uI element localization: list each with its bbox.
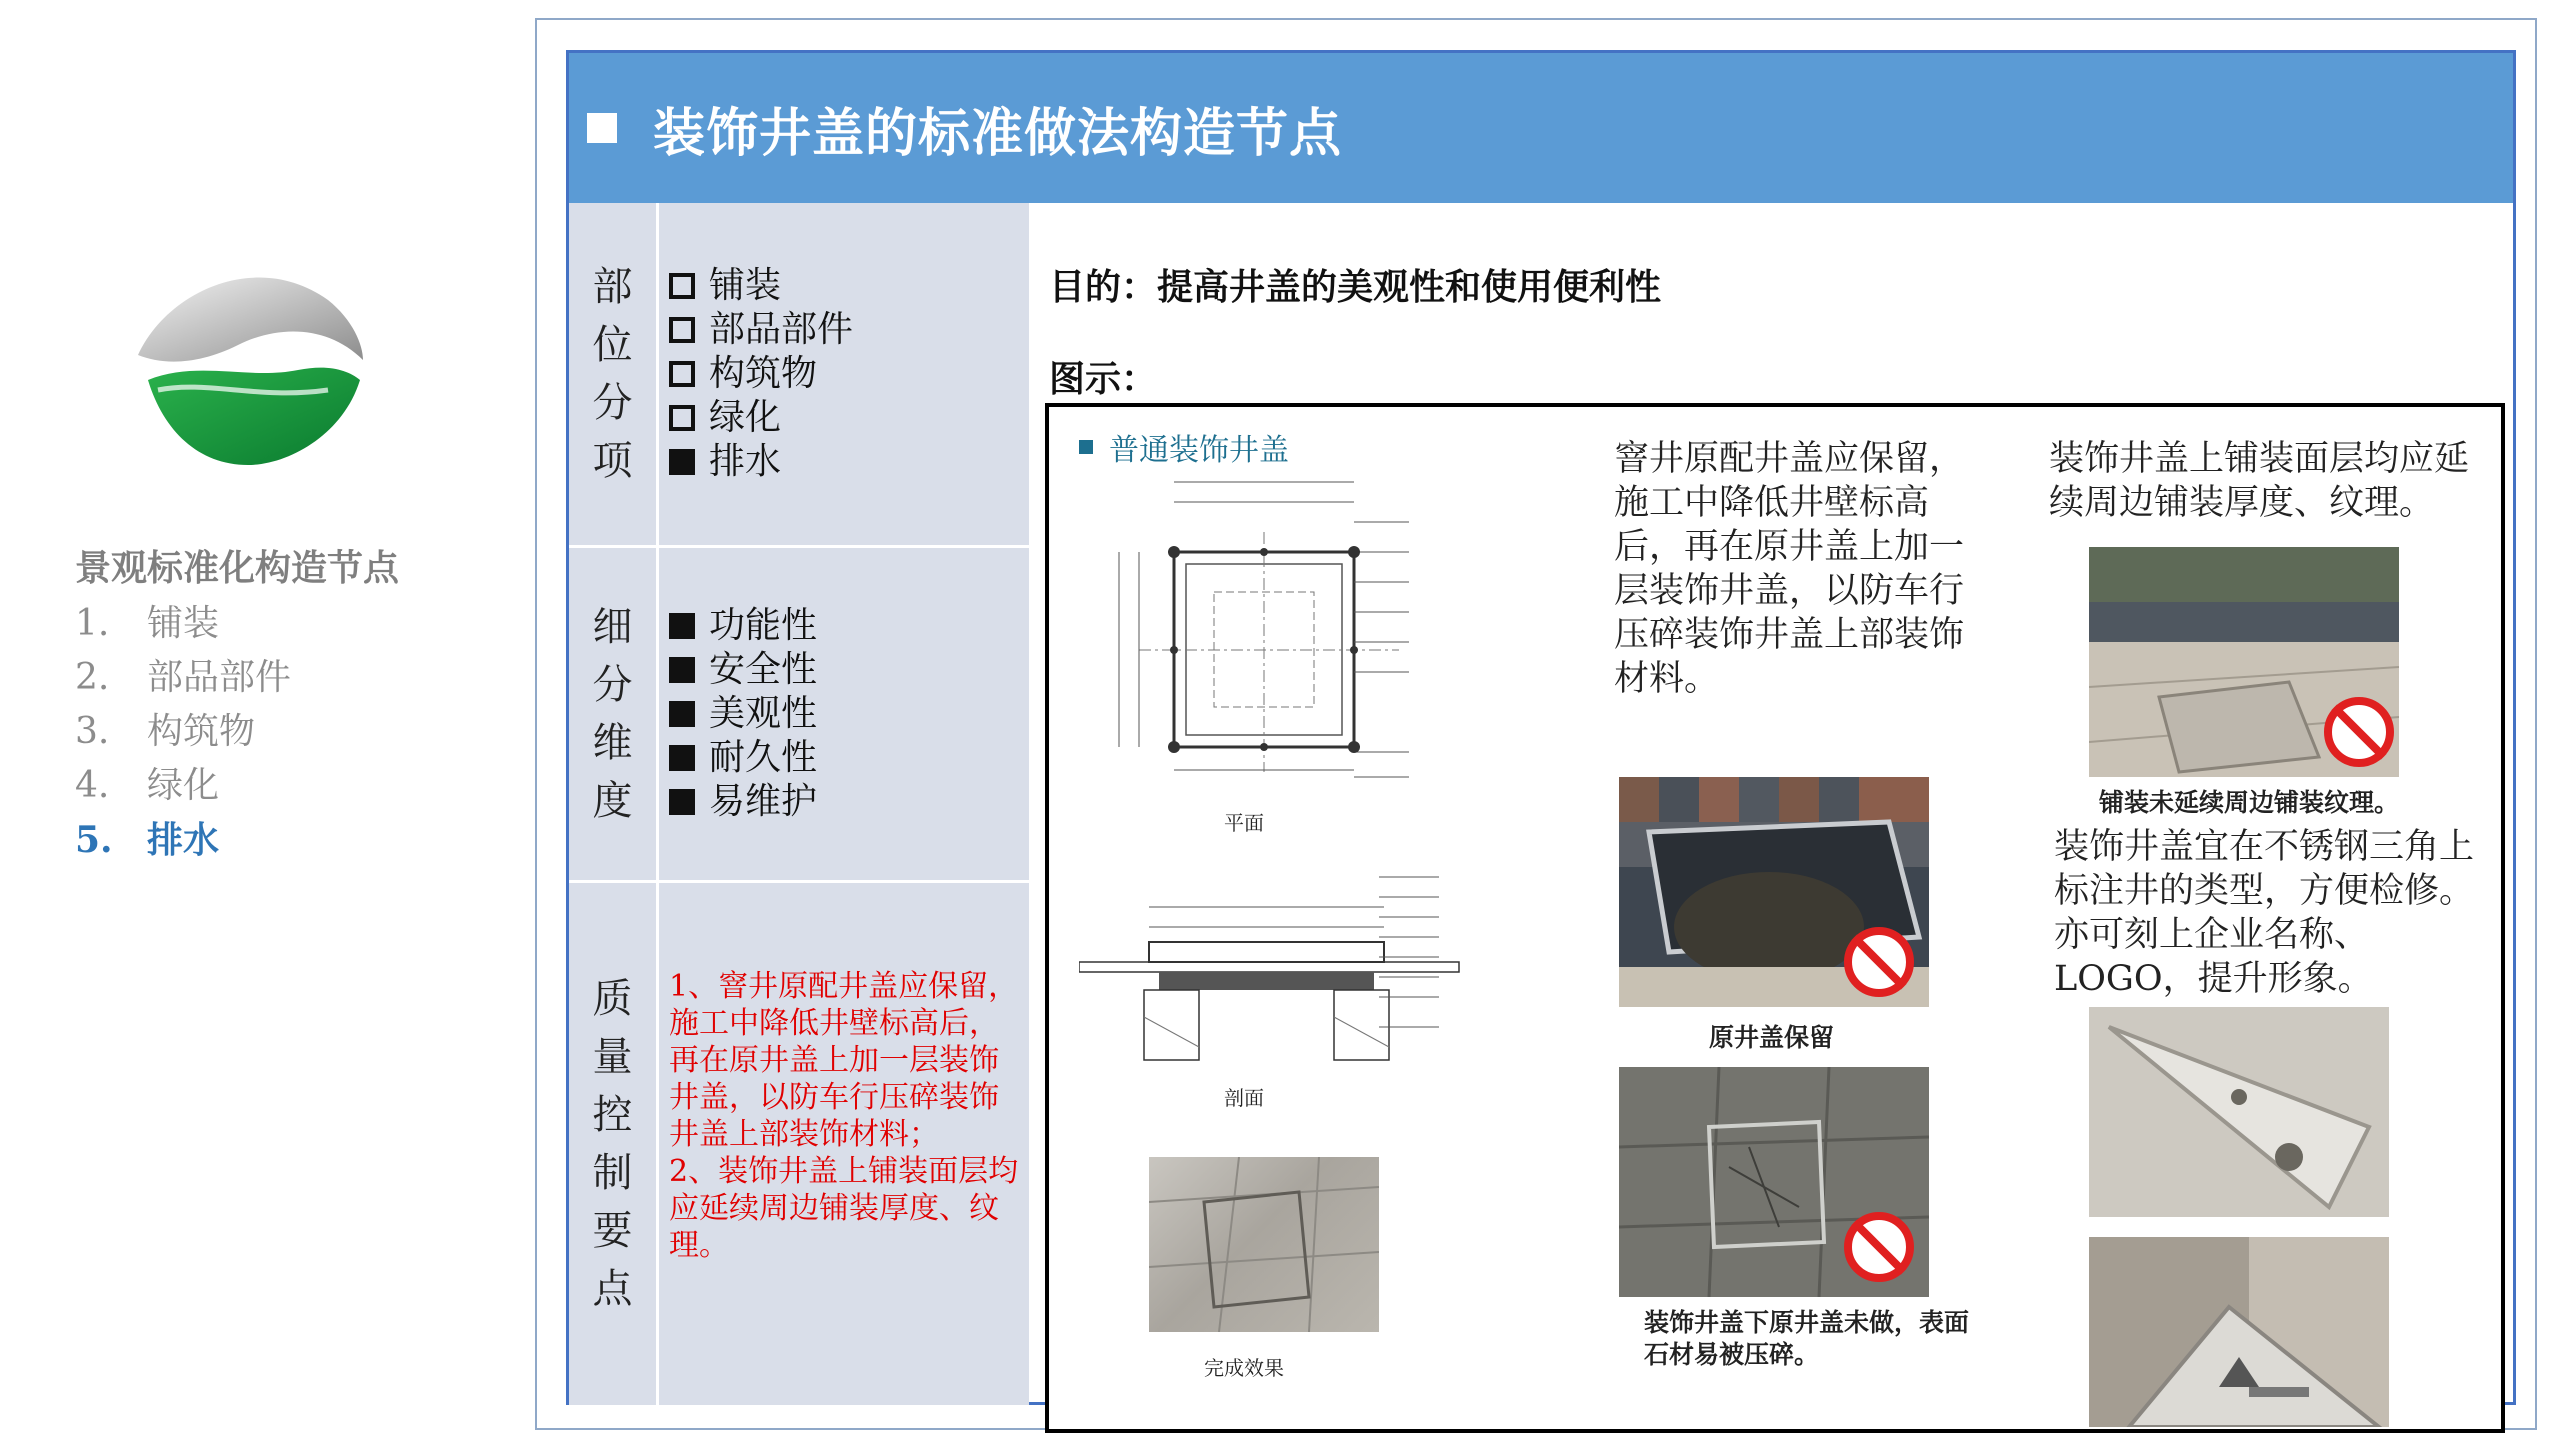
checkbox-filled-icon: [669, 701, 695, 727]
category-part-options: [669, 203, 1029, 545]
content-column: [1029, 203, 2513, 1405]
plan-caption: 平面: [1224, 811, 1264, 835]
checkbox-empty-icon: [669, 405, 695, 431]
section-drawing: [1079, 867, 1549, 1067]
section-title: 普通装饰井盖: [1079, 425, 1289, 469]
photo-crushed-stone: [1619, 1067, 1929, 1297]
prohibited-icon: [1844, 927, 1914, 997]
checkbox-empty-icon: [669, 273, 695, 299]
category-quality: [569, 883, 1029, 1405]
title-bar: [569, 53, 2513, 203]
category-quality-text: [669, 883, 1029, 1405]
nav-item-paving[interactable]: 1. 铺装: [75, 603, 220, 644]
option-safety: 安全性: [669, 648, 1029, 692]
description-marking: 装饰井盖宜在不锈钢三角上标注井的类型，方便检修。亦可刻上企业名称、LOGO，提升形象。: [2054, 827, 2475, 999]
prohibited-icon: [2324, 697, 2394, 767]
checkbox-filled-icon: [669, 657, 695, 683]
option-drainage: 排水: [669, 440, 1029, 484]
quality-point-1: 1、窨井原配井盖应保留，施工中降低井壁标高后，再在原井盖上加一层装饰井盖，以防车行压碎装饰井盖上部装饰材料；: [669, 969, 1019, 1152]
checkbox-filled-icon: [669, 613, 695, 639]
photo-caption-texture: 铺装未延续周边铺装纹理。: [2099, 788, 2400, 817]
photo-logo-triangle: [2089, 1237, 2389, 1427]
section-caption: 剖面: [1224, 1086, 1264, 1110]
nav-item-greening[interactable]: 4. 绿化: [75, 765, 220, 806]
prohibited-icon: [1844, 1212, 1914, 1282]
option-greening: 绿化: [669, 396, 1029, 440]
finish-effect-photo: [1149, 1157, 1379, 1332]
option-function: 功能性: [669, 604, 1029, 648]
quality-point-2: 2、装饰井盖上铺装面层均应延续周边铺装厚度、纹理。: [669, 1154, 1019, 1263]
nav-item-components[interactable]: 2. 部品部件: [75, 657, 292, 698]
option-aesthetics: 美观性: [669, 692, 1029, 736]
finish-effect-caption: 完成效果: [1204, 1356, 1284, 1380]
option-maintenance: 易维护: [669, 780, 1029, 824]
option-components: 部品部件: [669, 308, 1029, 352]
plan-drawing: [1079, 462, 1529, 882]
page-title: 装饰井盖的标准做法构造节点: [653, 102, 1343, 164]
checkbox-empty-icon: [669, 317, 695, 343]
category-dimension-label: 细 分 维 度: [569, 548, 659, 880]
nav-title: 景观标准化构造节点: [75, 547, 400, 589]
category-quality-label: 质 量 控 制 要 点: [569, 883, 659, 1405]
checkbox-filled-icon: [669, 745, 695, 771]
company-logo: [128, 230, 373, 470]
photo-caption-retain: 原井盖保留: [1709, 1023, 1835, 1052]
photo-steel-triangle: [2089, 1007, 2389, 1217]
title-square-icon: [587, 113, 617, 143]
figure-label: 图示：: [1049, 358, 1158, 400]
purpose-text: 目的：提高井盖的美观性和使用便利性: [1049, 266, 1662, 308]
photo-original-cover: [1619, 777, 1929, 1007]
description-continue-texture: 装饰井盖上铺装面层均应延续周边铺装厚度、纹理。: [2049, 439, 2470, 523]
category-part-label: 部 位 分 项: [569, 203, 659, 545]
option-structures: 构筑物: [669, 352, 1029, 396]
nav-item-structures[interactable]: 3. 构筑物: [75, 711, 256, 752]
nav-list: [75, 597, 291, 867]
photo-texture-mismatch: [2089, 547, 2399, 777]
category-dimension-options: [669, 548, 1029, 880]
content-card: [566, 50, 2516, 1405]
category-dimension: [569, 548, 1029, 883]
category-part: [569, 203, 1029, 548]
option-paving: 铺装: [669, 264, 1029, 308]
checkbox-empty-icon: [669, 361, 695, 387]
category-column: [569, 203, 1029, 1405]
option-durability: 耐久性: [669, 736, 1029, 780]
checkbox-filled-icon: [669, 789, 695, 815]
checkbox-filled-icon: [669, 449, 695, 475]
square-bullet-icon: [1079, 440, 1093, 454]
nav-item-drainage[interactable]: 5. 排水: [75, 819, 220, 861]
description-retain-cover: 窨井原配井盖应保留，施工中降低井壁标高后，再在原井盖上加一层装饰井盖，以防车行压碎装饰井盖上部装饰材料。: [1614, 439, 1965, 699]
figure-box: [1045, 403, 2505, 1433]
photo-caption-crushed: 装饰井盖下原井盖未做，表面石材易被压碎。: [1644, 1308, 1970, 1369]
